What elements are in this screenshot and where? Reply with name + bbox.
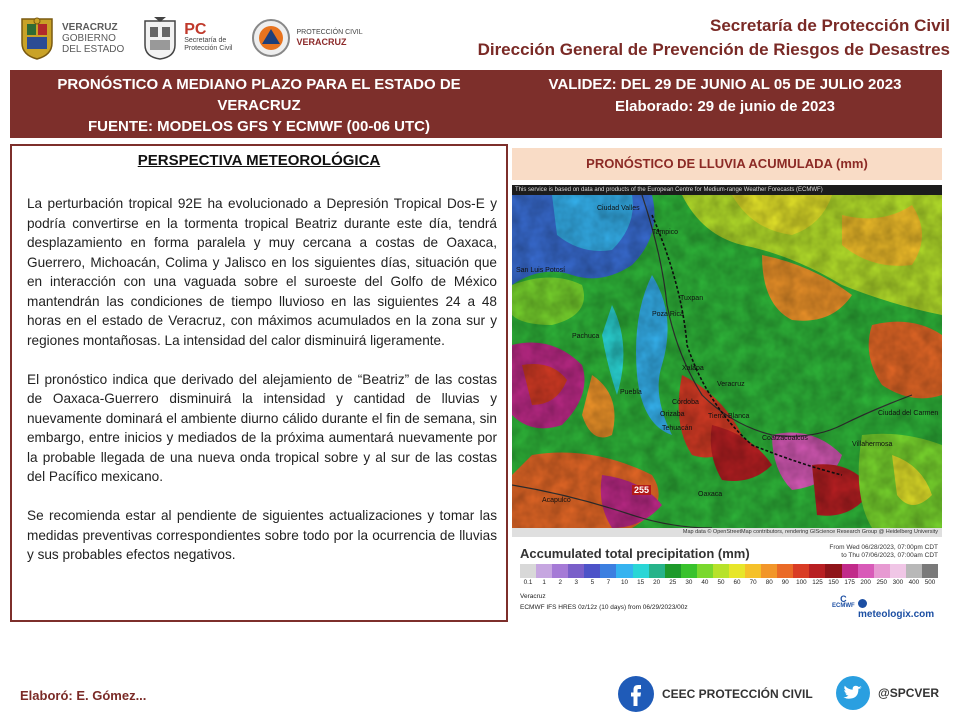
facebook-link[interactable]	[618, 676, 813, 712]
legend-tick-label: 1	[542, 579, 546, 586]
map-city-label: Tierra Blanca	[708, 413, 750, 420]
rain-forecast-title: PRONÓSTICO DE LLUVIA ACUMULADA (mm)	[512, 148, 942, 180]
forecast-title-band	[10, 70, 942, 138]
legend-color-swatch	[729, 564, 745, 578]
legend-tick-label: 5	[590, 579, 595, 586]
legend-tick-label: 3	[574, 579, 579, 586]
legend-color-swatch	[713, 564, 729, 578]
map-city-label: Pachuca	[572, 333, 600, 340]
legend-color-swatch	[681, 564, 697, 578]
logo-veracruz-line1: VERACRUZ	[62, 21, 118, 33]
logo-pc-line2: Protección Civil	[184, 44, 233, 52]
legend-model: ECMWF IFS HRES 0z/12z (10 days) from 06/29/2023/00z	[520, 604, 688, 611]
rain-map-image	[512, 195, 942, 528]
map-city-label: Córdoba	[672, 399, 699, 406]
legend-color-swatch	[584, 564, 600, 578]
legend-tick-labels	[520, 579, 938, 586]
facebook-icon[interactable]	[618, 676, 654, 712]
meteologix-icon	[858, 599, 867, 608]
legend-color-swatch	[697, 564, 713, 578]
map-city-label: Villahermosa	[852, 441, 893, 448]
legend-tick-label: 90	[781, 579, 789, 586]
legend-color-swatch	[665, 564, 681, 578]
logo-pcv-line2: VERACRUZ	[296, 36, 347, 47]
map-city-label: Acapulco	[542, 497, 571, 504]
legend-color-swatch	[809, 564, 825, 578]
logo-pc-line1: Secretaría de	[184, 36, 227, 44]
veracruz-government-logo	[18, 15, 124, 61]
logo-pc-mark: PC	[184, 20, 207, 38]
legend-color-swatch	[825, 564, 841, 578]
ecmwf-logo: C ECMWF	[832, 594, 855, 609]
forecast-title-block	[10, 74, 508, 137]
legend-color-swatch	[568, 564, 584, 578]
perspective-body	[27, 194, 497, 584]
map-peak-value: 255	[634, 485, 650, 495]
legend-time-range	[829, 544, 938, 560]
legend-color-swatch	[906, 564, 922, 578]
legend-tick-label: 500	[924, 579, 936, 586]
legend-title: Accumulated total precipitation (mm)	[520, 546, 750, 561]
map-city-label: San Luis Potosí	[516, 267, 566, 274]
legend-tick-label: 30	[685, 579, 693, 586]
map-city-label: Tehuacán	[662, 425, 693, 432]
legend-tick-label: 125	[812, 579, 823, 586]
forecast-title-line2: VERACRUZ	[217, 97, 301, 114]
perspective-paragraph-2: El pronóstico indica que derivado del alejamiento de “Beatriz” de las costas de Oaxaca-Guerrero disminuirá la intensidad y cantidad de lluvias y nuevamente dominará el ambiente diurno cálido durante el fin de semana, sin embargo, entre inicios y mediados de la próxima aumentará nuevamente por la probable llegada de una nueva onda tropical sobre y al sur de las costas del Pacífico mexicano.	[27, 371, 497, 484]
legend-color-swatch	[777, 564, 793, 578]
map-city-label: Ciudad Valles	[597, 205, 640, 212]
legend-color-scale	[520, 564, 938, 578]
legend-tick-label: 25	[669, 579, 677, 586]
legend-color-swatch	[616, 564, 632, 578]
legend-tick-label: 50	[717, 579, 725, 586]
direccion-title: Dirección General de Prevención de Riesgos de Desastres	[477, 40, 950, 59]
meteologix-logo	[858, 598, 942, 620]
legend-to: to Thu 07/06/2023, 07:00am CDT	[841, 552, 938, 559]
legend-color-swatch	[842, 564, 858, 578]
organization-heading	[478, 14, 950, 62]
legend-tick-label: 40	[701, 579, 709, 586]
perspective-paragraph-3: Se recomienda estar al pendiente de siguientes actualizaciones y tomar las medidas preventivas correspondientes sobre todo por la ocurrencia de lluvias y sus probables efectos negativos.	[27, 508, 497, 562]
pc-logo-text	[184, 20, 233, 53]
map-city-label: Oaxaca	[698, 491, 723, 498]
logo-veracruz-line3: DEL ESTADO	[62, 43, 125, 55]
legend-tick-label: 70	[749, 579, 757, 586]
legend-tick-label: 175	[844, 579, 855, 586]
meteorological-perspective-panel	[10, 144, 508, 622]
map-credit: Map data © OpenStreetMap contributors, rendering GIScience Research Group @ Heidelberg University	[512, 528, 942, 537]
legend-tick-label: 7	[606, 579, 611, 586]
legend-tick-label: 300	[892, 579, 904, 586]
legend-color-swatch	[536, 564, 552, 578]
legend-color-swatch	[649, 564, 665, 578]
secretaria-title: Secretaría de Protección Civil	[710, 16, 950, 35]
legend-color-swatch	[793, 564, 809, 578]
twitter-link[interactable]	[836, 676, 939, 710]
legend-color-swatch	[874, 564, 890, 578]
veracruz-logo-text	[62, 22, 124, 55]
legend-tick-label: 200	[860, 579, 871, 586]
legend-color-swatch	[633, 564, 649, 578]
perspective-title: PERSPECTIVA METEOROLÓGICA	[137, 152, 381, 169]
civil-protection-emblem-icon	[251, 18, 291, 58]
legend-region: Veracruz	[520, 593, 546, 600]
legend-color-swatch	[922, 564, 938, 578]
precipitation-legend	[512, 538, 942, 622]
map-city-label: Poza Rica	[652, 311, 684, 318]
ecmwf-logo-text: ECMWF	[832, 603, 855, 609]
forecast-validity-block	[508, 74, 942, 118]
facebook-label[interactable]: CEEC PROTECCIÓN CIVIL	[662, 687, 813, 701]
map-city-label: Veracruz	[717, 381, 745, 388]
perspective-paragraph-1: La perturbación tropical 92E ha evolucionado a Depresión Tropical Dos-E y podría convertirse en la tormenta tropical Beatriz durante este día, tendrá desplazamiento en forma paralela y muy cercana a costas de Oaxaca, Guerrero, Michoacán, Colima y Jalisco en los siguientes días, situación que en interacción con una vaguada sobre el suroeste del Golfo de México mantendrán las condiciones de tiempo lluvioso en las siguientes 24 a 48 horas en el estado de Veracruz, con máximos acumulados en la zona sur y regiones montañosas. La intensidad del calor disminuirá ligeramente.	[27, 196, 497, 348]
proteccion-civil-veracruz-logo	[251, 18, 363, 58]
meteologix-text: meteologix.com	[858, 609, 935, 620]
legend-tick-label: 2	[558, 579, 562, 586]
legend-tick-label: 0.1	[523, 579, 533, 586]
map-city-label: Tuxpan	[680, 295, 704, 302]
forecast-title-line1: PRONÓSTICO A MEDIANO PLAZO PARA EL ESTADO DE	[57, 76, 461, 93]
map-city-label: Ciudad del Carmen	[878, 410, 939, 417]
map-ecmwf-notice: This service is based on data and products of the European Centre for Medium-range Weather Forecasts (ECMWF)	[512, 185, 942, 195]
footer-author: Elaboró: E. Gómez...	[20, 688, 147, 703]
legend-tick-label: 60	[733, 579, 741, 586]
legend-color-swatch	[600, 564, 616, 578]
pcv-logo-text	[297, 29, 363, 48]
pc-secretaria-logo	[142, 15, 232, 61]
twitter-label[interactable]: @SPCVER	[878, 686, 940, 700]
legend-tick-label: 150	[828, 579, 839, 586]
map-city-label: Xalapa	[682, 365, 704, 372]
map-city-label: Tampico	[652, 229, 679, 236]
logo-veracruz-line2: GOBIERNO	[62, 32, 116, 44]
legend-tick-label: 400	[908, 579, 920, 586]
accumulated-rain-map	[512, 185, 942, 537]
legend-color-swatch	[761, 564, 777, 578]
twitter-icon[interactable]	[836, 676, 870, 710]
legend-from: From Wed 06/28/2023, 07:00pm CDT	[829, 544, 938, 551]
header-logos	[18, 12, 363, 64]
map-city-label: Coatzacoalcos	[762, 435, 808, 442]
legend-color-swatch	[890, 564, 906, 578]
legend-color-swatch	[745, 564, 761, 578]
legend-tick-label: 80	[765, 579, 773, 586]
logo-pcv-line1: PROTECCIÓN CIVIL	[296, 28, 363, 36]
legend-color-swatch	[858, 564, 874, 578]
forecast-source: FUENTE: MODELOS GFS Y ECMWF (00-06 UTC)	[88, 118, 430, 135]
coat-of-arms-icon	[18, 15, 56, 61]
pc-seal-icon	[142, 15, 178, 61]
legend-tick-label: 100	[796, 579, 807, 586]
legend-color-swatch	[552, 564, 568, 578]
legend-tick-label: 10	[621, 579, 629, 586]
forecast-prepared-date: Elaborado: 29 de junio de 2023	[614, 98, 836, 115]
legend-tick-label: 15	[637, 579, 645, 586]
forecast-validity: VALIDEZ: DEL 29 DE JUNIO AL 05 DE JULIO 2023	[548, 76, 902, 93]
legend-color-swatch	[520, 564, 536, 578]
map-city-label: Orizaba	[660, 411, 685, 418]
legend-tick-label: 20	[653, 579, 661, 586]
legend-tick-label: 250	[876, 579, 888, 586]
map-city-label: Puebla	[620, 389, 642, 396]
